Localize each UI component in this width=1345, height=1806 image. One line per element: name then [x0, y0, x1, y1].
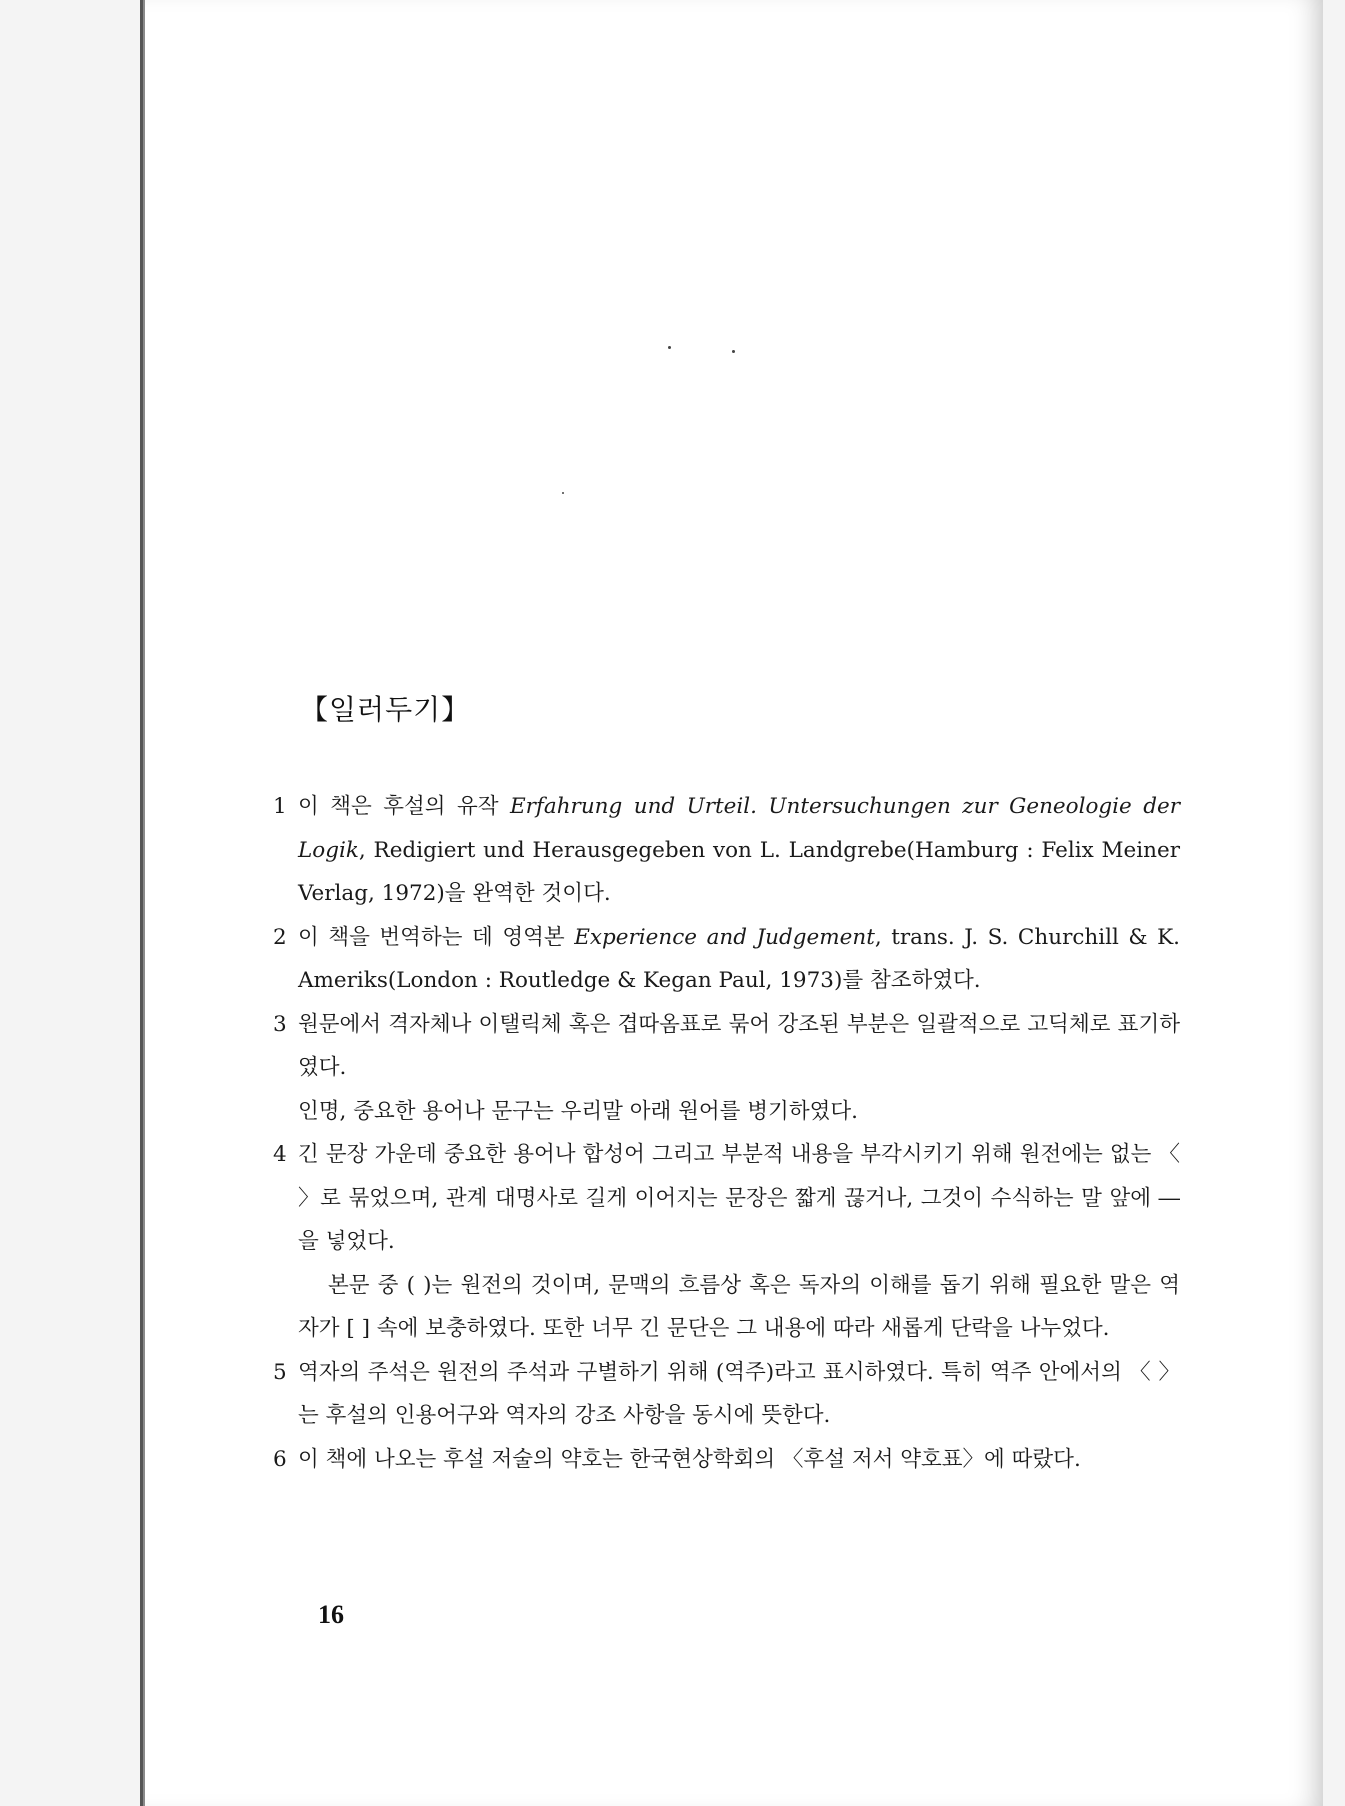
section-heading: 【일러두기】: [300, 693, 471, 726]
notes-list: [273, 785, 1180, 1481]
note-number: 3: [273, 1011, 287, 1037]
note-number: 5: [273, 1359, 287, 1385]
note-item-2: [273, 916, 1180, 1003]
note-text: , trans. J. S. Churchill & K. Ameriks(London : Routledge & Kegan Paul, 1973)를 참조하였다.: [298, 924, 1180, 993]
note-text: 이 책은 후설의 유작: [298, 794, 510, 819]
page-binding-edge: [143, 0, 145, 1806]
note-continuation: 인명, 중요한 용어나 문구는 우리말 아래 원어를 병기하였다.: [298, 1098, 858, 1124]
note-continuation: 본문 중 ( )는 원전의 것이며, 문맥의 흐름상 혹은 독자의 이해를 돕기 위해 필요한 말은 역자가 [ ] 속에 보충하였다. 또한 너무 긴 문단은 그 내용에 따라 새롭게 단락을 나누었다.: [298, 1272, 1180, 1341]
note-item-1: [273, 785, 1180, 916]
note-number: 1: [273, 794, 287, 819]
note-text: , Redigiert und Herausgegeben von L. Landgrebe(Hamburg : Felix Meiner Verlag, 1972)을 완역한 것이다.: [298, 837, 1180, 906]
note-item-4: [273, 1133, 1180, 1264]
note-number: 6: [273, 1446, 287, 1472]
note-text: 이 책에 나오는 후설 저술의 약호는 한국현상학회의 〈후설 저서 약호표〉에 따랐다.: [298, 1446, 1081, 1472]
note-text: 원문에서 격자체나 이탤릭체 혹은 겹따옴표로 묶어 강조된 부분은 일괄적으로 고딕체로 표기하였다.: [298, 1011, 1180, 1080]
page-number: 16: [318, 1600, 344, 1629]
scan-speck: [668, 346, 671, 349]
note-text: 역자의 주석은 원전의 주석과 구별하기 위해 (역주)라고 표시하였다. 특히 역주 안에서의 〈 〉는 후설의 인용어구와 역자의 강조 사항을 동시에 뜻한다.: [298, 1359, 1180, 1428]
note-title-italic: Erfahrung und Urteil. Untersuchungen zur Geneologie der Logik: [298, 794, 1180, 863]
note-number: 4: [273, 1142, 287, 1167]
note-title-italic: Experience and Judgement: [574, 924, 875, 950]
scan-speck: [732, 350, 735, 353]
note-text: 긴 문장 가운데 중요한 용어나 합성어 그리고 부분적 내용을 부각시키기 위해 원전에는 없는 〈 〉로 묶었으며, 관계 대명사로 길게 이어지는 문장은 짧게 끊거나, 그것이 수식하는 말 앞에 ― 을 넣었다.: [298, 1142, 1180, 1254]
note-item-5: [273, 1351, 1180, 1438]
scan-speck: [562, 492, 564, 494]
note-text: 이 책을 번역하는 데 영역본: [298, 924, 575, 950]
note-item-6: [273, 1438, 1180, 1482]
note-number: 2: [273, 924, 287, 950]
note-item-3: [273, 1003, 1180, 1090]
